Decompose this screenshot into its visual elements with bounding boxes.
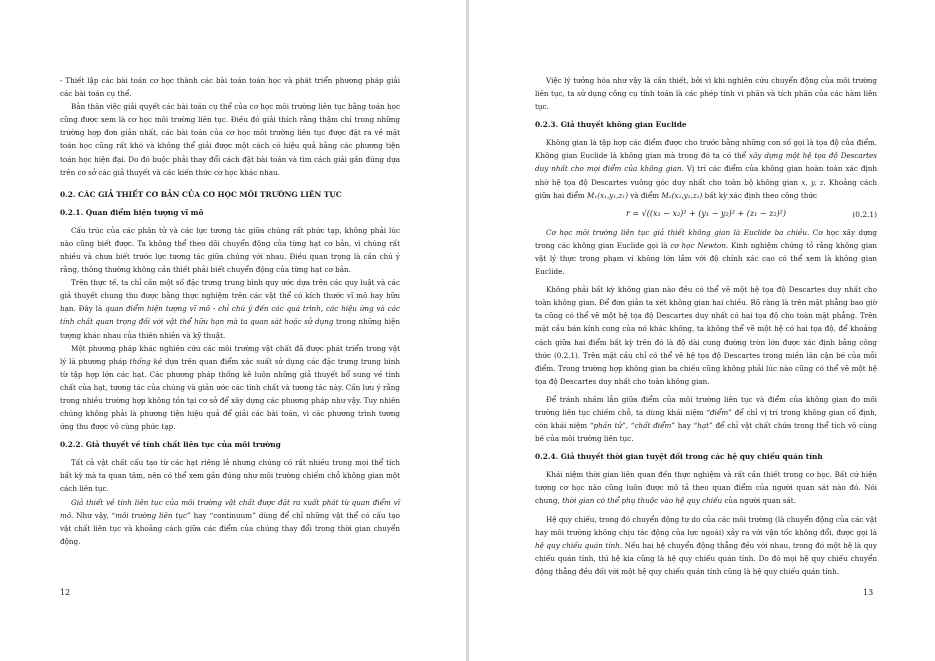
text-run: bất kỳ xác định theo công thức [702,190,817,200]
italic-run: M₂(x₂,y₂,z₂) [661,190,703,200]
paragraph: Bản thân việc giải quyết các bài toán cụ thể của cơ học môi trường liên tục bằng toán học cũng được xem là cơ học môi trường liên tục. Điều đó giải thích rằng thậm chí trong những trường hợp đơn giản nhất, các bài toán của cơ học môi trường liên tục được đặt ra về mặt toán học cũng rất khó và không thể giải được một cách có hiệu quả bằng các phương tiện toán học hiện đại. Do đó buộc phải thay đổi cách đặt bài toán và tìm cách giải gần đúng dựa trên cơ sở các giả thuyết và các kiến thức cơ học khác nhau. [60,102,400,177]
text-run: Hệ quy chiếu, trong đó chuyển động tự do của các môi trường (là chuyển động của các vật hay môi trường không chịu tác động của lực ngoài) xảy ra với vận tốc không đổi, được gọi là [535,514,877,537]
left-page [0,0,466,661]
text-run: Khái niệm thời gian liên quan đến thực nghiệm và rất cần thiết trong cơ học. Bất cứ hiện tượng cơ học nào cũng luôn được mô tả theo quan điểm của người quan sát nào đó. Nói chung, [535,470,877,506]
italic-run: “hạt” [693,421,713,431]
italic-run: “môi trường liên tục” [111,510,191,520]
text-run: Nếu hai hệ chuyển động thẳng đều với nhau, trong đó một hệ là quy chiếu quán tính, thì hệ kia cũng là hệ quy chiếu quán tính. Do đó mọi hệ quy chiếu chuyển động thẳng đều đối với một hệ quy chiếu quán tính cũng là hệ quy chiếu quán tính. [535,540,877,576]
right-text-column [535,74,877,578]
formula-number: (0.2.1) [852,209,877,219]
paragraph [60,496,400,548]
paragraph [535,468,877,507]
italic-run: “điểm” [706,407,732,417]
subsection-heading: 0.2.1. Quan điểm hiện tượng vĩ mô [60,207,204,217]
paragraph: Không phải bất kỳ không gian nào đều có thể vẽ một hệ tọa độ Descartes duy nhất cho toàn không gian. Để đơn giản ta xét không gian hai chiều. Rõ ràng là trên mặt phẳng bao giờ ta cũng có thể vẽ một hệ tọa độ Descartes duy nhất có hai tọa độ cho toàn mặt phẳng. Trên mặt cầu bán kính cong của nó khác không, ta không thể vẽ một hệ có hai tọa độ, để khoảng cách giữa hai điểm bất kỳ trên đó là độ dài cung đường tròn lớn được xác định bằng công thức (0.2.1). Trên mặt cầu chỉ có thể vẽ hệ tọa độ Descartes trong miền lân cận bé của mỗi điểm. Trong trường hợp không gian ba chiều cũng không phải lúc nào cũng có thể vẽ một hệ tọa độ Descartes duy nhất cho toàn không gian. [535,285,877,386]
paragraph [60,276,400,341]
text-run: Khoảng cách giữa hai điểm [535,177,877,200]
text-run: hay “continuum” dùng để chỉ những vật thể có cấu tạo vật chất liên tục và khoảng cách giữa các điểm của chúng thay đổi trong thời gian chuyển động. [60,510,401,546]
text-run: Vị trí các điểm của không gian hoàn toàn xác định nhờ hệ tọa độ Descartes vuông góc duy nhất cho toàn bộ không gian [535,164,877,187]
text-run: Không gian là tập hợp các điểm được cho trước bằng những con số gọi là tọa độ của điểm. Không gian Euclide là không gian mà trong đó ta có thể [535,138,877,161]
italic-run: thời gian có thể phụ thuộc vào hệ quy chiếu [562,496,723,506]
italic-run: thống kê [129,356,163,366]
italic-run: Cơ học môi trường liên tục giả thiết không gian là Euclide ba chiều. [546,227,810,237]
text-run: dựa trên quan điểm xác suất sử dụng các đặc trưng trung bình từ tập hợp lớn các hạt. Các phương pháp thống kê luôn những giả thuyết bổ sung về tính chất của hạt, tương tác của chúng và giản ước các tính chất và tương tác này. Cần lưu ý rằng trong nhiều trường hợp không tồn tại cơ sở để xây dựng các phương pháp như vậy. Tuy nhiên chúng không phải là phương tiện hiệu quả để giải các bài toán, vì các phương trình tương ứng thu được vô cùng phức tạp. [60,356,400,432]
subsection-heading: 0.2.3. Giả thuyết không gian Euclide [535,120,687,130]
paragraph: - Thiết lập các bài toán cơ học thành các bài toán toán học và phát triển phương pháp giải các bài toán cụ thể. [60,76,400,99]
right-page [469,0,935,661]
italic-run: Giả thiết về tính liên tục của môi trường vật chất được đặt ra xuất phát từ quan điểm vĩ mô. [60,497,400,520]
italic-run: quan điểm hiện tượng vĩ mô - chỉ chú ý đến các quá trình, các hiệu ứng và các tính chất quan trọng đối với vật thể hữu hạn mà ta quan sát hoặc sử dụng [60,304,400,327]
italic-run: xây dựng một hệ tọa độ Descartes duy nhất cho mọi điểm của không gian. [535,151,877,174]
paragraph [535,513,877,578]
paragraph: Cấu trúc của các phân tử và các lực tương tác giữa chúng rất phức tạp, không phải lúc nào cũng biết được. Ta không thể theo dõi chuyển động của từng hạt cơ bản, vì chúng rất nhiều và chưa biết trước lực tương tác giữa chúng với nhau. Điều quan trọng là cần chú ý rằng, thông thường không cần thiết phải biết chuyển động của từng hạt cơ bản. [60,225,400,275]
italic-run: x, y, z. [801,177,826,187]
page-number: 12 [60,588,71,597]
paragraph [535,226,877,278]
text-run: để chỉ vị trí trong không gian cố định, còn khái niệm [535,407,878,431]
text-run: để chỉ vật chất chứa trong thể tích vô cùng bé của môi trường liên tục. [535,421,878,444]
subsection-heading: 0.2.4. Giả thuyết thời gian tuyệt đối trong các hệ quy chiếu quán tính [535,452,823,462]
paragraph: Việc lý tưởng hóa như vậy là cần thiết, bởi vì khi nghiên cứu chuyển động của môi trường liên tục, ta sử dụng công cụ tính toán là các phép tính vi phân và tích phân của các hàm liên tục. [535,76,877,112]
text-run: trong những hiện tượng khác nhau của thiên nhiên và kỹ thuật. [60,317,400,340]
italic-run: hệ quy chiếu quán tính. [535,540,623,550]
italic-run: “phần tử”, “chất điểm” [589,421,676,431]
distance-formula [535,202,877,226]
text-run: Như vậy, [73,510,112,520]
paragraph: Tất cả vật chất cấu tạo từ các hạt riêng lẻ nhưng chúng có rất nhiều trong mọi thể tích bất kỳ mà ta quan tâm, nên có thể xem gần đúng như môi trường chiếm chỗ không gian một cách liên tục. [60,458,400,494]
text-run: của người quan sát. [722,496,796,506]
page-number: 13 [863,588,874,597]
italic-run: M₁(x₁,y₁,z₁) [587,190,628,200]
text-run: hay [675,421,694,431]
subsection-heading: 0.2.2. Giả thuyết về tính chất liên tục của môi trường [60,440,281,450]
text-run: Trên thực tế, ta chỉ cần một số đặc trưng trung bình quy ước dựa trên các quy luật và các giả thuyết chung thu được bằng thực nghiệm trên các vật thể có kích thước vĩ mô hay hữu hạn. Đây là [60,278,400,314]
text-run: Một phương pháp khác nghiên cứu các môi trường vật chất đã được phát triển trong vật lý là phương pháp [60,343,400,366]
formula-expression: r = √((x₁ − x₂)² + (y₁ − y₂)² + (z₁ − z₂)²) [626,208,786,218]
paragraph [60,342,400,434]
text-run: Để tránh nhầm lẫn giữa điểm của môi trường liên tục và điểm của không gian đo môi trường liên tục chiếm chỗ, ta dùng khái niệm [535,394,877,417]
text-run: Kinh nghiệm chứng tỏ rằng không gian vật lý thực trong phạm vi không lớn lắm với độ chính xác cao có thể xem là không gian Euclide. [535,240,878,277]
text-run: và điểm [628,190,662,200]
section-heading: 0.2. CÁC GIẢ THIẾT CƠ BẢN CỦA CƠ HỌC MÔI TRƯỜNG LIÊN TỤC [60,189,342,199]
italic-run: cơ học Newton. [670,240,729,250]
text-run: Cơ học xây dựng trong các không gian Euclide gọi là [535,227,877,250]
paragraph [535,393,877,445]
left-text-column [60,74,400,548]
paragraph [535,136,877,201]
